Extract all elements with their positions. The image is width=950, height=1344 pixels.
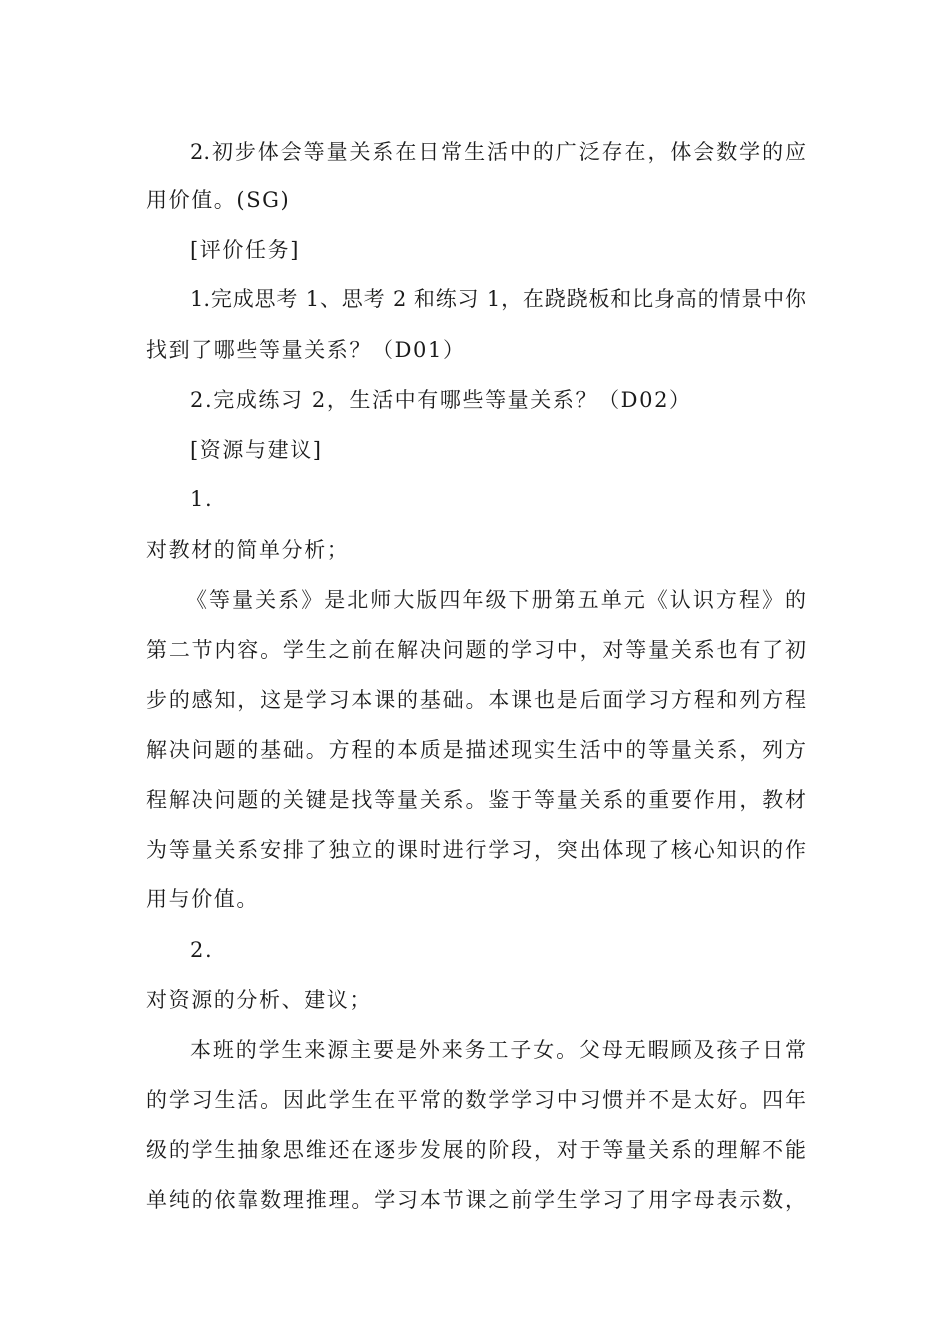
textbook-paragraph-line-3: 步的感知，这是学习本课的基础。本课也是后面学习方程和列方程: [146, 688, 806, 712]
task-1-line-1: 1.完成思考 1、思考 2 和练习 1，在跷跷板和比身高的情景中你: [190, 287, 806, 311]
item-number-1: 1.: [190, 487, 214, 511]
section-heading-resources: [资源与建议]: [190, 438, 323, 462]
textbook-paragraph-line-7: 用与价值。: [146, 887, 259, 911]
item-number-2: 2.: [190, 938, 214, 962]
textbook-paragraph-line-5: 程解决问题的关键是找等量关系。鉴于等量关系的重要作用，教材: [146, 788, 806, 812]
textbook-paragraph-line-1: 《等量关系》是北师大版四年级下册第五单元《认识方程》的: [186, 588, 806, 612]
task-1-line-2: 找到了哪些等量关系？（D01）: [146, 338, 466, 362]
subheading-textbook-analysis: 对教材的简单分析；: [146, 538, 350, 562]
class-paragraph-line-3: 级的学生抽象思维还在逐步发展的阶段，对于等量关系的理解不能: [146, 1138, 806, 1162]
class-paragraph-line-2: 的学习生活。因此学生在平常的数学学习中习惯并不是太好。四年: [146, 1088, 806, 1112]
paragraph-goal-2-line-2: 用价值。(SG): [146, 188, 291, 212]
textbook-paragraph-line-4: 解决问题的基础。方程的本质是描述现实生活中的等量关系，列方: [146, 738, 806, 762]
subheading-resource-analysis: 对资源的分析、建议；: [146, 988, 372, 1012]
textbook-paragraph-line-6: 为等量关系安排了独立的课时进行学习，突出体现了核心知识的作: [146, 838, 806, 862]
class-paragraph-line-4: 单纯的依靠数理推理。学习本节课之前学生学习了用字母表示数，: [146, 1188, 806, 1212]
class-paragraph-line-1: 本班的学生来源主要是外来务工子女。父母无暇顾及孩子日常: [190, 1038, 806, 1062]
section-heading-evaluation-tasks: [评价任务]: [190, 238, 300, 262]
task-2: 2.完成练习 2，生活中有哪些等量关系？（D02）: [190, 388, 692, 412]
paragraph-goal-2-line-1: 2.初步体会等量关系在日常生活中的广泛存在，体会数学的应: [190, 140, 806, 164]
textbook-paragraph-line-2: 第二节内容。学生之前在解决问题的学习中，对等量关系也有了初: [146, 638, 806, 662]
